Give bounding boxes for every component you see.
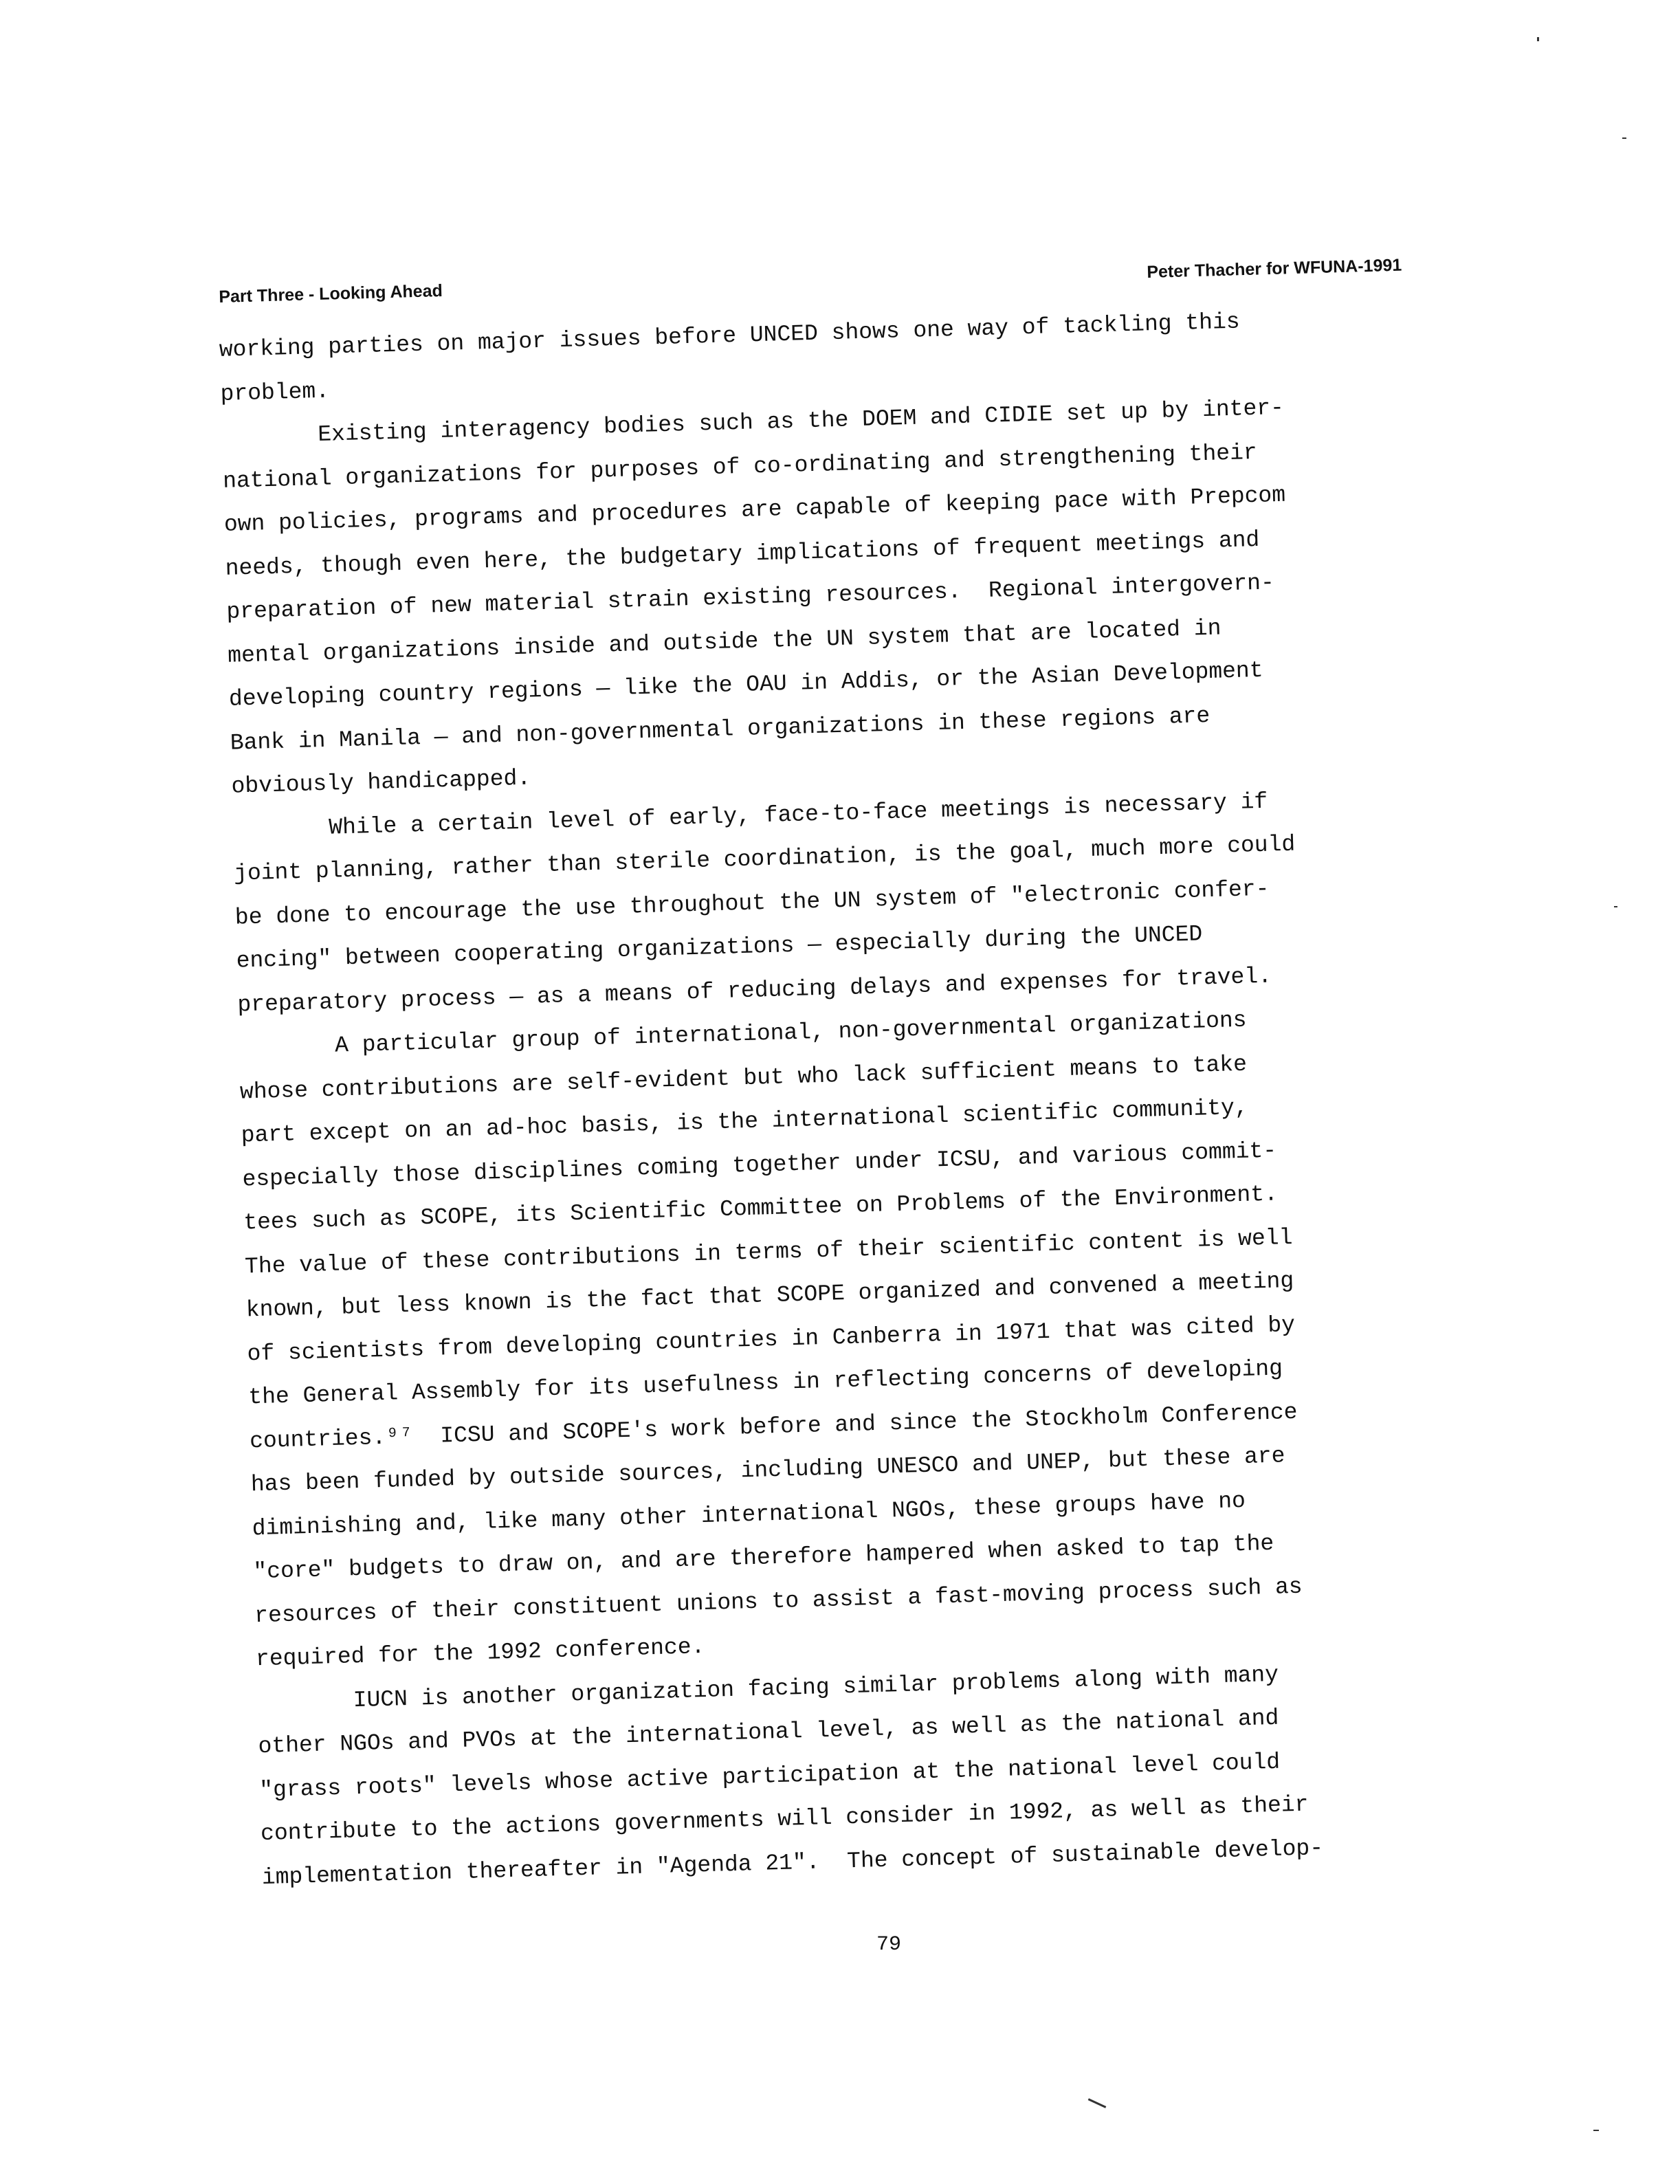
text-line: known, but less known is the fact that SCOPE organized and convened a meeting	[245, 1268, 1294, 1323]
text-line: IUCN is another organization facing similar problems along with many	[353, 1662, 1279, 1713]
scan-mark	[1593, 2130, 1599, 2131]
body-text	[219, 293, 1544, 1899]
text-line: While a certain level of early, face-to-face meetings is necessary if	[328, 788, 1268, 841]
text-line: preparatory process — as a means of reducing delays and expenses for travel.	[236, 963, 1272, 1018]
text-line: joint planning, rather than sterile coordination, is the goal, much more could	[233, 831, 1296, 887]
text-line: has been funded by outside sources, including UNESCO and UNEP, but these are	[250, 1443, 1285, 1498]
scan-mark	[1537, 37, 1539, 41]
text-line: Bank in Manila — and non-governmental organizations in these regions are	[230, 703, 1211, 756]
text-line: required for the 1992 conference.	[255, 1634, 705, 1673]
text-line: The value of these contributions in terms of their scientific content is well	[244, 1224, 1293, 1279]
text-line: working parties on major issues before UNCED shows one way of tackling this	[219, 309, 1241, 363]
text-line: mental organizations inside and outside the UN system that are located in	[227, 615, 1222, 669]
text-line: preparation of new material strain existing resources. Regional intergovern-	[226, 570, 1275, 625]
text-line: part except on an ad-hoc basis, is the international scientific community,	[241, 1094, 1249, 1149]
text-line: resources of their constituent unions to assist a fast-moving process such as	[254, 1574, 1303, 1629]
scan-mark	[1088, 2098, 1107, 2108]
text-line: contribute to the actions governments will consider in 1992, as well as their	[260, 1791, 1309, 1847]
text-line: encing" between cooperating organizations — especially during the UNCED	[236, 921, 1203, 974]
text-line: developing country regions — like the OAU in Addis, or the Asian Development	[228, 657, 1264, 712]
text-line: of scientists from developing countries in Canberra in 1971 that was cited by	[247, 1312, 1296, 1367]
text-line: countries.⁹⁷ ICSU and SCOPE's work before and since the Stockholm Conference	[249, 1399, 1298, 1454]
section-header: Part Three - Looking Ahead	[219, 280, 443, 307]
scan-mark	[1622, 137, 1626, 139]
text-line: national organizations for purposes of co-ordinating and strengthening their	[222, 439, 1258, 494]
text-line: "grass roots" levels whose active participation at the national level could	[258, 1749, 1281, 1803]
text-line: the General Assembly for its usefulness in reflecting concerns of developing	[247, 1356, 1283, 1411]
text-line: "core" budgets to draw on, and are therefore hampered when asked to tap the	[253, 1530, 1274, 1585]
text-line: be done to encourage the use throughout the UN system of "electronic confer-	[234, 876, 1270, 931]
text-line: tees such as SCOPE, its Scientific Committee on Problems of the Environment.	[243, 1181, 1279, 1236]
text-line: other NGOs and PVOs at the international level, as well as the national and	[258, 1705, 1279, 1760]
text-line: Existing interagency bodies such as the DOEM and CIDIE set up by inter-	[317, 395, 1285, 448]
page-number: 79	[876, 1933, 902, 1956]
text-line: own policies, programs and procedures are capable of keeping pace with Prepcom	[223, 482, 1286, 538]
author-header: Peter Thacher for WFUNA-1991	[1147, 255, 1402, 282]
scan-mark	[1614, 906, 1617, 907]
text-line: problem.	[220, 378, 330, 407]
text-line: needs, though even here, the budgetary implications of frequent meetings and	[225, 527, 1260, 582]
text-line: obviously handicapped.	[231, 765, 531, 799]
text-line: A particular group of international, non-governmental organizations	[334, 1007, 1248, 1059]
text-line: especially those disciplines coming together under ICSU, and various commit-	[242, 1138, 1277, 1193]
text-line: diminishing and, like many other international NGOs, these groups have no	[252, 1488, 1246, 1541]
text-line: implementation thereafter in "Agenda 21". The concept of sustainable develop-	[261, 1835, 1324, 1890]
text-line: whose contributions are self-evident but who lack sufficient means to take	[239, 1051, 1248, 1105]
